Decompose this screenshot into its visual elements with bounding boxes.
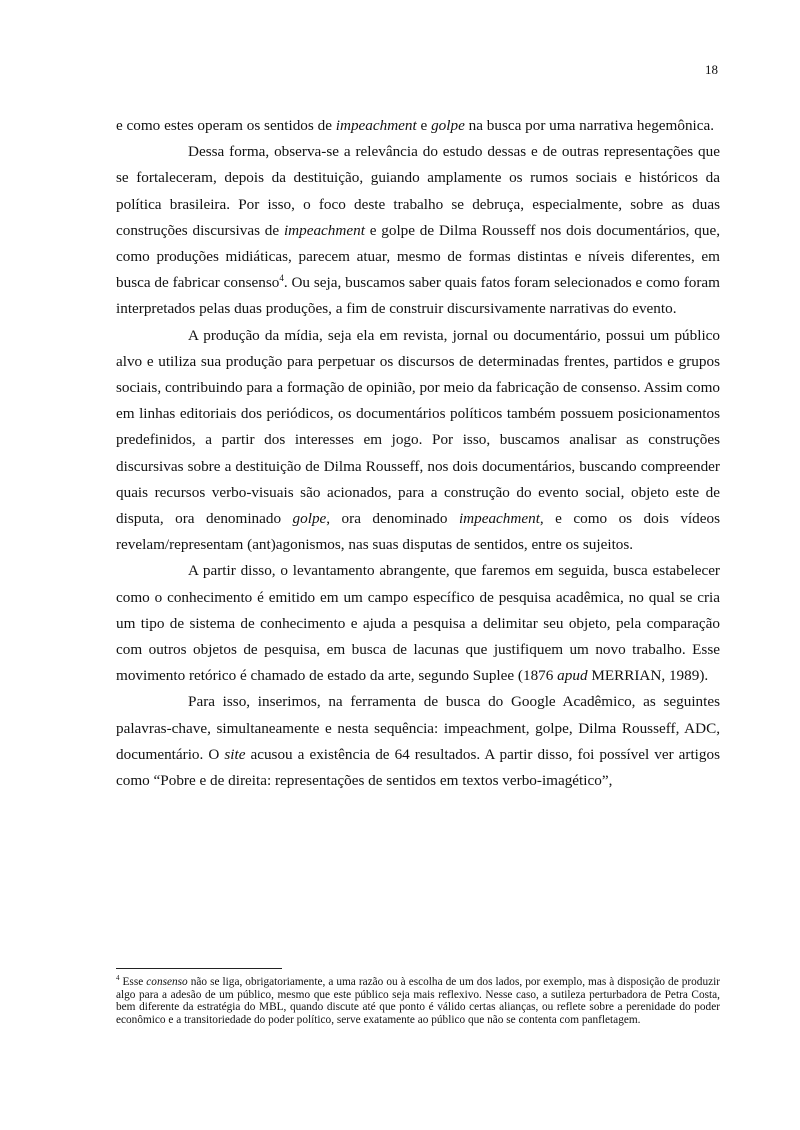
italic-term: site: [224, 745, 246, 763]
paragraph: [116, 689, 720, 794]
paragraph: [116, 113, 720, 139]
italic-term: impeachment: [458, 510, 540, 528]
text-run: MERRIAN, 1989).: [587, 667, 709, 685]
body-text: [116, 113, 720, 794]
text-run: Esse: [119, 976, 147, 988]
text-run: não se liga, obrigatoriamente, a uma razão ou à escolha de um dos lados, por exemplo, mas à disposição de produzir algo para a adesão de um público, mesmo que este público seja mais reflexivo. Nesse caso, a sutileza perturbadora de Petra Costa, bem diferente da estratégia do MBL, quando discute até que ponto é válido certas alianças, ou reflete sobre a perenidade do poder econômico e a transitoriedade do poder político, serve exatamente ao público que não se contenta com panfletagem.: [116, 976, 721, 1026]
text-run: e golpe de Dilma Rousseff nos dois documentários, que, como produções midiáticas, parecem atuar, mesmo de formas distintas e níveis diferentes, em busca de fabricar consenso: [116, 221, 720, 292]
text-run: A partir disso, o levantamento abrangente, que faremos em seguida, busca estabelecer como o conhecimento é emitido em um campo específico de pesquisa acadêmica, no qual se cria um tipo de sistema de conhecimento e ajuda a pesquisa a delimitar seu objeto, pela comparação com outros objetos de pesquisa, em busca de lacunas que justifiquem um novo trabalho. Esse movimento retórico é chamado de estado da arte, segundo Suplee (1876: [116, 562, 720, 685]
text-run: Dessa forma, observa-se a relevância do estudo dessas e de outras representações que se fortaleceram, depois da destituição, guiando amplamente os rumos sociais e históricos da política brasileira. Por isso, o foco deste trabalho se debruça, especialmente, sobre as duas construções discursivas de: [116, 143, 720, 239]
text-run: Para isso, inserimos, na ferramenta de busca do Google Acadêmico, as seguintes palavras-chave, simultaneamente e nesta sequência: impeachment, golpe, Dilma Rousseff, ADC, documentário. O: [116, 693, 720, 763]
paragraph: [116, 139, 720, 322]
footnote-marker: 4: [116, 974, 120, 983]
italic-term: golpe: [292, 510, 327, 528]
text-run: , e como os dois vídeos revelam/representam (ant)agonismos, nas suas disputas de sentidos, entre os sujeitos.: [116, 510, 720, 554]
text-run: , ora denominado: [326, 510, 459, 528]
text-run: e como estes operam os sentidos de: [116, 117, 336, 134]
text-run: e: [416, 117, 432, 134]
footnote-marker: 4: [279, 273, 284, 284]
text-run: A produção da mídia, seja ela em revista, jornal ou documentário, possui um público alvo e utiliza sua produção para perpetuar os discursos de determinadas frentes, partidos e grupos sociais, contribuindo para a formação de opinião, por meio da fabricação de consenso. Assim como em linhas editoriais dos periódicos, os documentários políticos também possuem posicionamentos predefinidos, a partir dos interesses em jogo. Por isso, buscamos analisar as construções discursivas sobre a destituição de Dilma Rousseff, nos dois documentários, buscando compreender quais recursos verbo-visuais são acionados, para a construção do evento social, objeto este de disputa, ora denominado: [116, 326, 720, 528]
italic-term: impeachment: [335, 117, 417, 134]
paragraph: [116, 323, 720, 559]
text-run: . Ou seja, buscamos saber quais fatos foram selecionados e como foram interpretados pelas duas produções, a fim de construir discursivamente narrativas do evento.: [116, 274, 720, 318]
italic-term: golpe: [431, 117, 465, 134]
footnote: [116, 976, 720, 1026]
page-number: 18: [705, 62, 718, 77]
text-run: acusou a existência de 64 resultados. A partir disso, foi possível ver artigos como “Pobre e de direita: representações de sentidos em textos verbo-imagético”,: [116, 745, 720, 790]
footnote-separator: [116, 968, 282, 969]
paragraph: [116, 558, 720, 689]
italic-term: apud: [557, 667, 588, 685]
italic-term: consenso: [146, 976, 188, 988]
text-run: na busca por uma narrativa hegemônica.: [464, 117, 715, 134]
italic-term: impeachment: [283, 221, 365, 239]
